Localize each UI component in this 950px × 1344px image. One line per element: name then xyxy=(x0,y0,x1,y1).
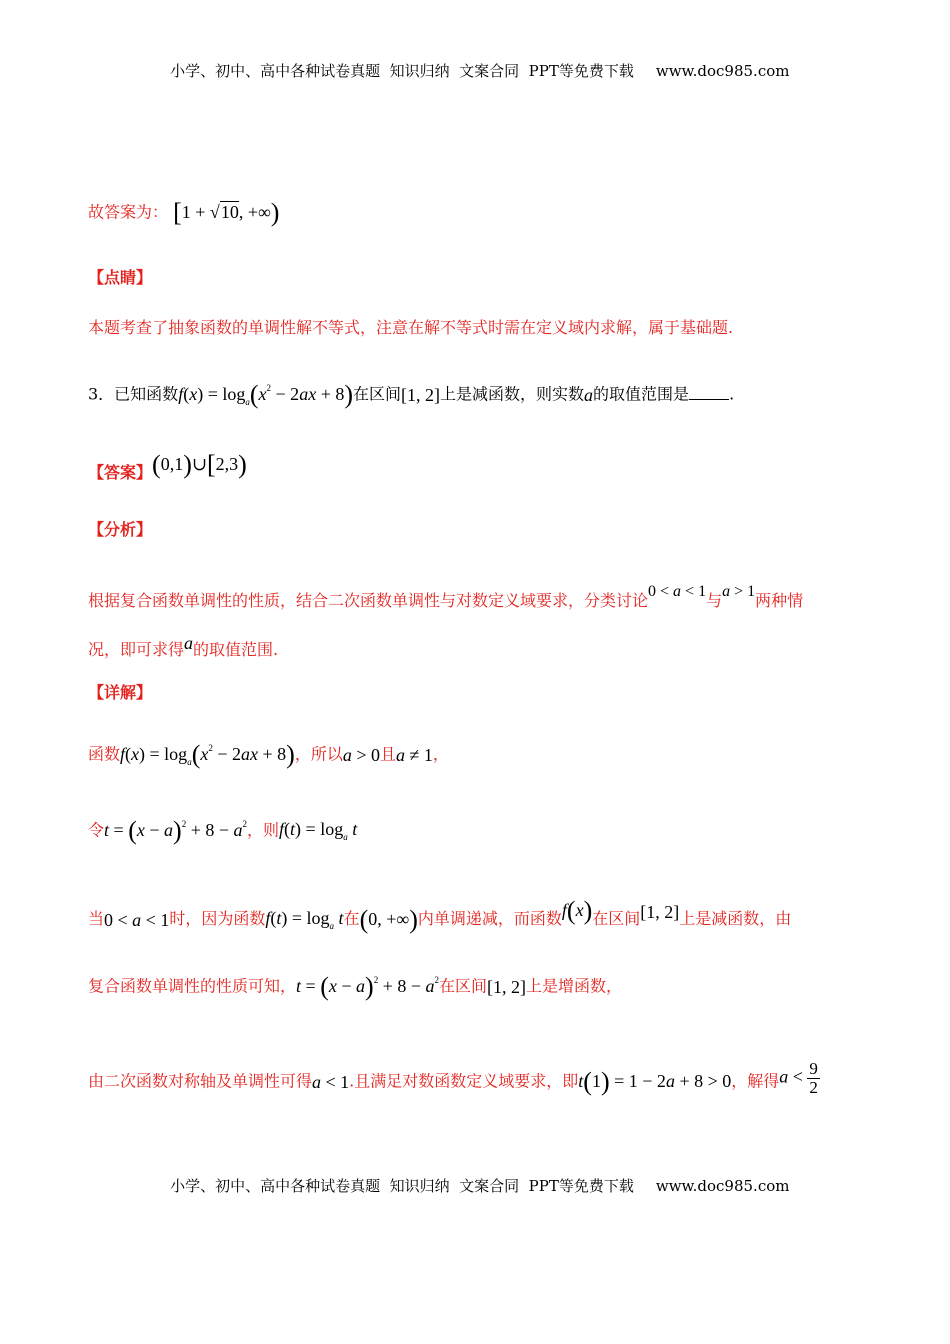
detail-text-1d: ， xyxy=(432,744,449,764)
analysis-text-1: 根据复合函数单调性的性质，结合二次函数单调性与对数定义域要求，分类讨论 xyxy=(88,591,649,610)
detail-l3-int: (0, +∞) xyxy=(359,904,418,934)
detail-l3-ft: $f(t) = \log_a t$ xyxy=(265,907,344,931)
analysis-and: 与 xyxy=(706,591,723,610)
analysis-title: 【分析】 xyxy=(88,520,153,539)
answer-title: 【答案】 xyxy=(88,463,153,482)
detail-l4-t: $t = (x - a)^2 + 8 - a^2$ xyxy=(296,972,439,1001)
detail-l3-int2: [1, 2] xyxy=(640,902,680,922)
detail-l5-c1: a < 1 xyxy=(312,1071,350,1092)
dianjing-text: 本题考查了抽象函数的单调性解不等式，注意在解不等式时需在定义域内求解，属于基础题. xyxy=(88,318,734,337)
detail-text-3c: 在 xyxy=(343,909,360,928)
detail-text-4a: 复合函数单调性的性质可知， xyxy=(88,976,297,996)
detail-l5-res: a < $\frac{9}{2}$ xyxy=(779,1059,818,1097)
analysis-line-2 xyxy=(88,634,278,658)
detail-l5-expr: t(1) = 1 − 2a + 8 > 0 xyxy=(578,1066,732,1096)
detail-func: $f(x) = \log_a(x^2 - 2ax + 8)$ xyxy=(120,740,295,769)
detail-text-5a: 由二次函数对称轴及单调性可得 xyxy=(88,1071,313,1091)
q3-interval: [1, 2] xyxy=(401,385,441,405)
analysis-text-3: 况，即可求得 xyxy=(88,640,185,659)
dianjing-title: 【点睛】 xyxy=(88,268,153,287)
detail-c1: a > 0 xyxy=(342,745,381,765)
detail-c2: a ≠ 1 xyxy=(396,745,433,765)
header-url[interactable]: www.doc985.com xyxy=(655,62,790,80)
detail-text-3f: 上是减函数，由 xyxy=(679,909,792,928)
q3-blank xyxy=(689,387,729,400)
page-header xyxy=(0,42,950,81)
q3-mid2: 上是减函数，则实数 xyxy=(440,384,585,404)
q3-mid1: 在区间 xyxy=(353,384,402,404)
detail-text-3d: 内单调递减，而函数 xyxy=(417,909,562,928)
analysis-line-1 xyxy=(88,584,803,609)
detail-text-1b: ，所以 xyxy=(294,744,343,764)
analysis-cond2: a > 1 xyxy=(722,583,756,600)
answer-line xyxy=(88,452,247,481)
answer-label: 故答案为： xyxy=(88,202,169,222)
detail-text-1c: 且 xyxy=(380,744,397,764)
detail-text-3a: 当 xyxy=(88,909,105,928)
prev-answer-line xyxy=(88,200,279,226)
analysis-text-2: 两种情 xyxy=(755,591,804,610)
detail-line-3 xyxy=(88,898,791,933)
footer-url[interactable]: www.doc985.com xyxy=(655,1177,790,1195)
detail-t-def: $t = (x - a)^2 + 8 - a^2$ xyxy=(104,816,247,845)
detail-text-2a: 令 xyxy=(88,820,105,840)
analysis-text-4: 的取值范围. xyxy=(193,640,279,659)
detail-text-4b: 在区间 xyxy=(439,976,488,996)
detail-line-4 xyxy=(88,974,622,1000)
page-footer xyxy=(0,1157,950,1196)
q3-end: . xyxy=(729,384,735,404)
detail-text-5c: ，解得 xyxy=(731,1071,780,1091)
detail-text-3e: 在区间 xyxy=(592,909,641,928)
answer-math: (0,1)∪[2,3) xyxy=(152,450,247,479)
q3-number: 3．已知函数 xyxy=(88,384,179,404)
analysis-var: a xyxy=(184,633,194,653)
q3-tail: 的取值范围是 xyxy=(593,384,690,404)
detail-line-5 xyxy=(88,1060,820,1097)
detail-text-1a: 函数 xyxy=(88,744,121,764)
detail-line-1 xyxy=(88,742,449,768)
header-text: 小学、初中、高中各种试卷真题 知识归纳 文案合同 PPT等免费下载 xyxy=(170,62,634,80)
prev-answer-math: [1 + √10, +∞) xyxy=(173,198,280,227)
detail-title: 【详解】 xyxy=(88,683,153,702)
detail-text-4c: 上是增函数， xyxy=(526,976,623,996)
detail-l3-fx: f(x) xyxy=(561,896,593,925)
analysis-cond1: 0 < a < 1 xyxy=(648,583,707,600)
q3-func: $f(x) = \log_a(x^2 - 2ax + 8)$ xyxy=(178,380,354,409)
detail-text-3b: 时，因为函数 xyxy=(169,909,266,928)
detail-text-5b: .且满足对数函数定义域要求，即 xyxy=(349,1071,579,1091)
q3-var: a xyxy=(584,385,594,405)
detail-line-2 xyxy=(88,818,357,844)
detail-l4-int: [1, 2] xyxy=(487,977,527,997)
question-3 xyxy=(88,382,734,408)
detail-ft: $f(t) = \log_a t$ xyxy=(279,819,358,842)
detail-text-2b: ，则 xyxy=(247,820,280,840)
detail-l3-cond: 0 < a < 1 xyxy=(104,909,170,930)
footer-text: 小学、初中、高中各种试卷真题 知识归纳 文案合同 PPT等免费下载 xyxy=(170,1177,634,1195)
